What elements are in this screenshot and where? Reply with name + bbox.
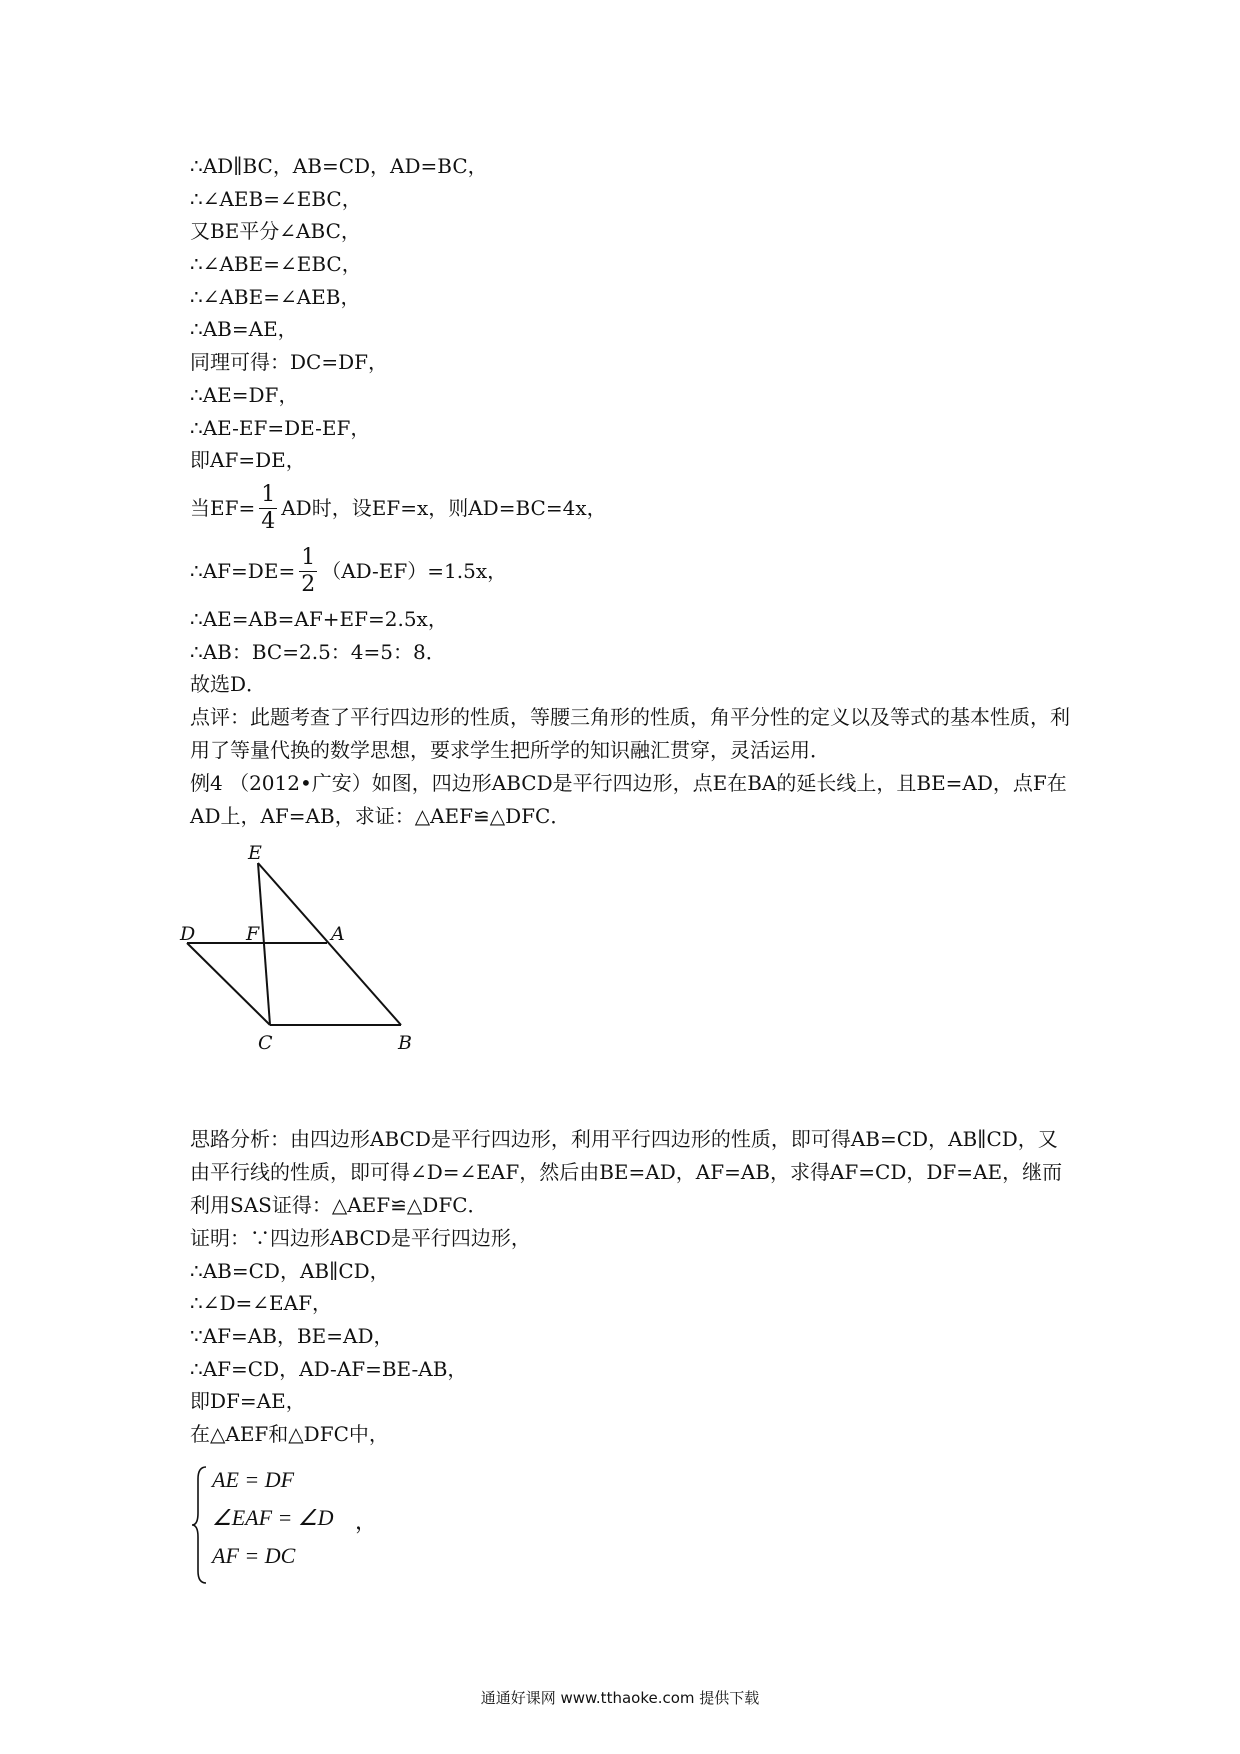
parallelogram-figure — [180, 835, 470, 1085]
text-line: ∴AB：BC=2.5：4=5：8． — [190, 639, 446, 664]
text-line: 故选D． — [190, 672, 267, 697]
analysis-paragraph: 思路分析：由四边形ABCD是平行四边形，利用平行四边形的性质，即可得AB=CD，AB∥CD，又由平行线的性质，即可得∠D=∠EAF，然后由BE=AD，AF=AB，求得AF=CD，DF=AE，继而利用SAS证得：△AEF≌△DFC． — [190, 1126, 1063, 1217]
fraction-numerator: 1 — [261, 481, 276, 507]
geometry-diagram — [180, 835, 470, 1085]
text-line: ∴AE-EF=DE-EF， — [190, 415, 371, 440]
point-label-f: F — [246, 922, 260, 945]
equation-row: AE = DF — [212, 1466, 295, 1492]
point-label-d: D — [180, 922, 196, 945]
equation-row: AF = DC — [212, 1542, 296, 1568]
proof-line: 在△AEF和△DFC中， — [190, 1422, 389, 1447]
proof-line: 证明：∵四边形ABCD是平行四边形， — [190, 1225, 531, 1250]
text-line: 即AF=DE， — [190, 448, 306, 473]
text-line: ∴AD∥BC，AB=CD，AD=BC， — [190, 154, 488, 178]
document-body — [180, 150, 1070, 1589]
example-paragraph: 例4 （2012•广安）如图，四边形ABCD是平行四边形，点E在BA的延长线上，且BE=AD，点F在AD上，AF=AB，求证：△AEF≌△DFC． — [190, 770, 1067, 828]
text-line: ∴AB=AE， — [190, 317, 298, 342]
fraction-numerator: 1 — [301, 544, 316, 570]
fraction-denominator: 4 — [261, 508, 276, 534]
fraction-suffix: （AD-EF）=1.5x， — [321, 558, 508, 583]
fraction-denominator: 2 — [301, 571, 316, 597]
text-line: ∴AE=DF， — [190, 382, 299, 407]
fraction-one-quarter — [259, 482, 277, 535]
fraction-line — [190, 477, 1070, 540]
point-label-c: C — [258, 1031, 273, 1054]
proof-line: ∴AB=CD，AB∥CD， — [190, 1258, 390, 1283]
text-line: 又BE平分∠ABC， — [190, 219, 361, 244]
text-line: ∴∠ABE=∠AEB， — [190, 284, 361, 309]
point-label-b: B — [398, 1031, 412, 1054]
comment-paragraph: 点评：此题考查了平行四边形的性质，等腰三角形的性质，角平分性的定义以及等式的基本性质，利用了等量代换的数学思想，要求学生把所学的知识融汇贯穿，灵活运用． — [190, 704, 1070, 762]
segment-dc — [187, 943, 270, 1025]
equation-trailing-comma: ， — [355, 1509, 378, 1535]
fraction-line — [190, 540, 1070, 603]
point-label-e: E — [248, 841, 262, 864]
text-line: ∴∠ABE=∠EBC， — [190, 252, 362, 277]
fraction-suffix: AD时，设EF=x，则AD=BC=4x， — [281, 495, 607, 520]
fraction-prefix: ∴AF=DE= — [190, 558, 296, 583]
proof-line: ∵AF=AB，BE=AD， — [190, 1324, 394, 1348]
left-brace-icon — [190, 1461, 210, 1589]
fraction-one-half — [299, 545, 317, 598]
proof-line: ∴∠D=∠EAF， — [190, 1291, 332, 1316]
fraction-prefix: 当EF= — [190, 495, 256, 520]
text-line: ∴∠AEB=∠EBC， — [190, 186, 362, 211]
proof-line: 即DF=AE， — [190, 1389, 306, 1414]
equation-row: ∠EAF = ∠D — [212, 1504, 334, 1530]
point-label-a: A — [331, 922, 345, 945]
text-line: ∴AE=AB=AF+EF=2.5x， — [190, 606, 448, 631]
page-footer: 通通好课网 www.tthaoke.com 提供下载 — [480, 1689, 760, 1707]
proof-line: ∴AF=CD，AD-AF=BE-AB， — [190, 1356, 468, 1381]
text-line: 同理可得：DC=DF， — [190, 350, 389, 375]
equation-system — [190, 1461, 1070, 1589]
